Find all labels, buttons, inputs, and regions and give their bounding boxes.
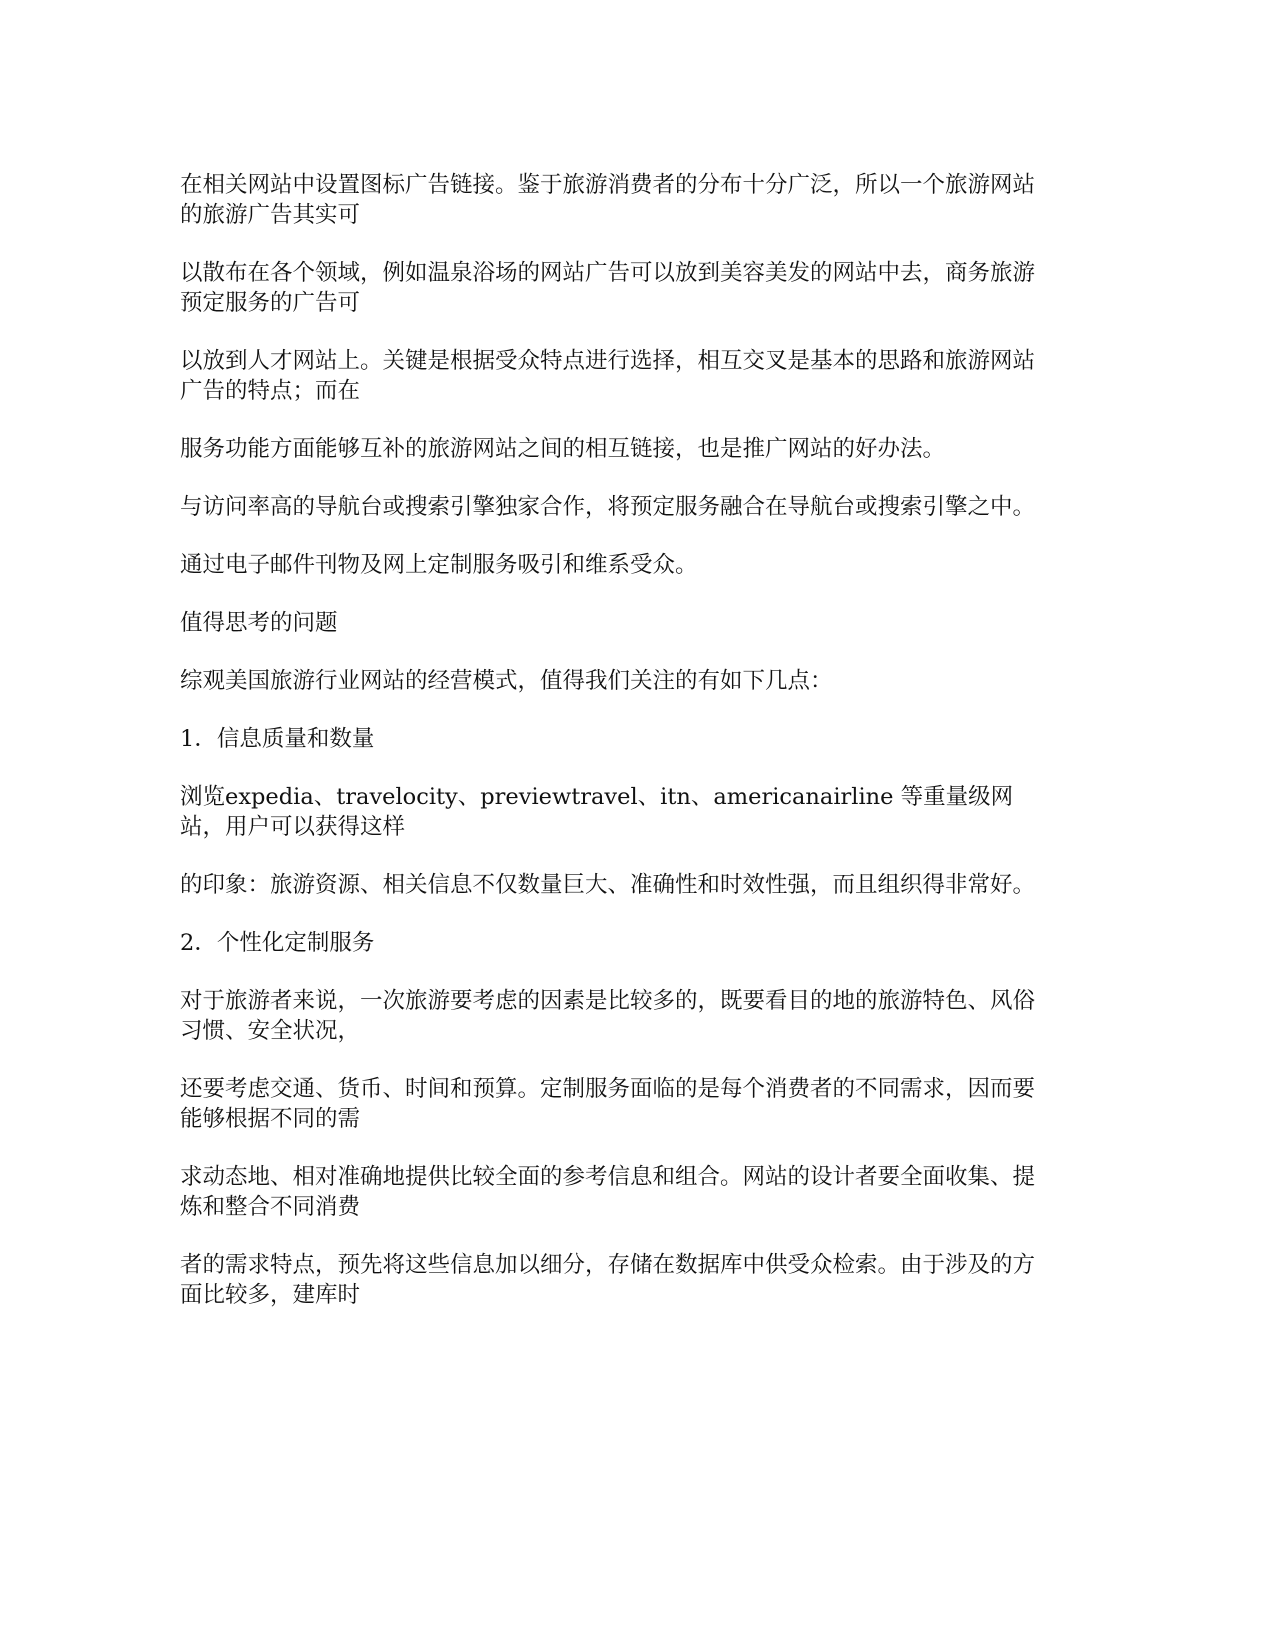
section-heading: 值得思考的问题 xyxy=(180,610,338,636)
section-heading: 2．个性化定制服务 xyxy=(180,930,375,956)
paragraph: 与访问率高的导航台或搜索引擎独家合作，将预定服务融合在导航台或搜索引擎之中。 xyxy=(180,494,1036,520)
paragraph: 服务功能方面能够互补的旅游网站之间的相互链接，也是推广网站的好办法。 xyxy=(180,436,946,462)
paragraph: 者的需求特点，预先将这些信息加以细分，存储在数据库中供受众检索。由于涉及的方面比较多，建库时 xyxy=(180,1252,1036,1308)
paragraph: 还要考虑交通、货币、时间和预算。定制服务面临的是每个消费者的不同需求，因而要能够根据不同的需 xyxy=(180,1076,1036,1132)
section-heading: 1．信息质量和数量 xyxy=(180,726,375,752)
document-body xyxy=(180,170,1040,1338)
paragraph: 以散布在各个领域，例如温泉浴场的网站广告可以放到美容美发的网站中去，商务旅游预定服务的广告可 xyxy=(180,260,1036,316)
paragraph: 对于旅游者来说，一次旅游要考虑的因素是比较多的，既要看目的地的旅游特色、风俗习惯、安全状况， xyxy=(180,988,1036,1044)
paragraph: 通过电子邮件刊物及网上定制服务吸引和维系受众。 xyxy=(180,552,698,578)
paragraph: 的印象：旅游资源、相关信息不仅数量巨大、准确性和时效性强，而且组织得非常好。 xyxy=(180,872,1036,898)
paragraph: 以放到人才网站上。关键是根据受众特点进行选择，相互交叉是基本的思路和旅游网站广告的特点；而在 xyxy=(180,348,1036,404)
paragraph: 在相关网站中设置图标广告链接。鉴于旅游消费者的分布十分广泛，所以一个旅游网站的旅游广告其实可 xyxy=(180,172,1036,228)
paragraph: 求动态地、相对准确地提供比较全面的参考信息和组合。网站的设计者要全面收集、提炼和整合不同消费 xyxy=(180,1164,1036,1220)
paragraph: 综观美国旅游行业网站的经营模式，值得我们关注的有如下几点： xyxy=(180,668,833,694)
paragraph: 浏览expedia、travelocity、previewtravel、itn、americanairline 等重量级网站，用户可以获得这样 xyxy=(180,784,1014,840)
